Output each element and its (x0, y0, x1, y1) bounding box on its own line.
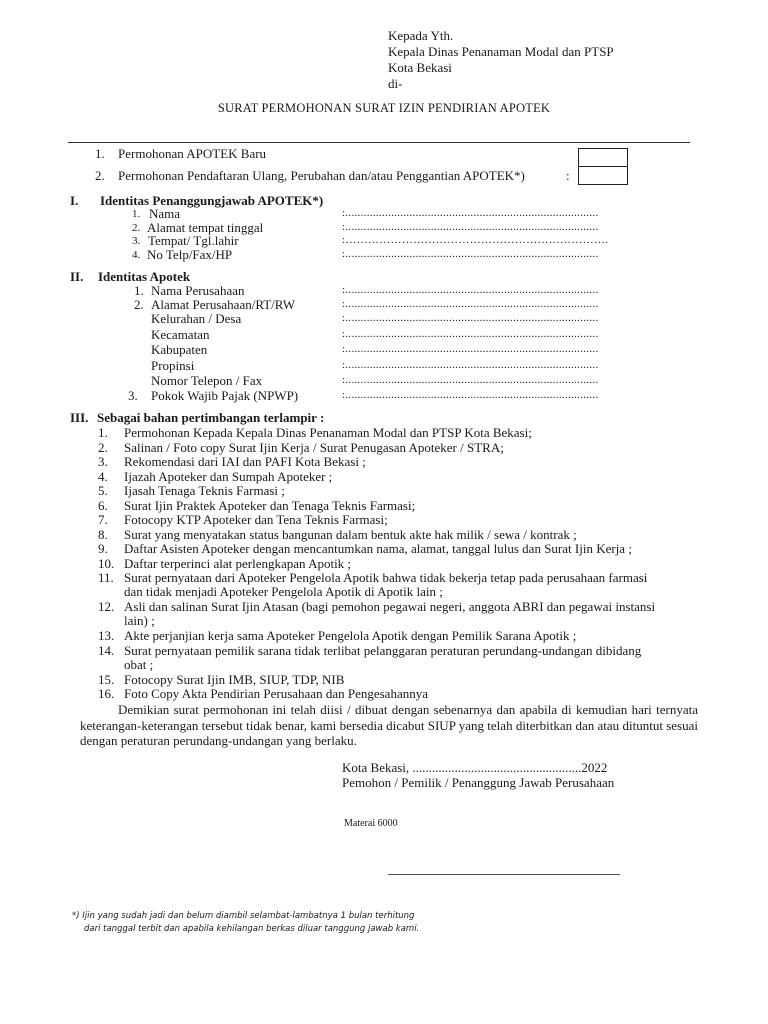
footnote: dari tanggal terbit dan apabila kehilangan berkas diluar tanggung jawab kami. (84, 924, 420, 934)
field-fill-line[interactable]: :……………………………………………………………. (342, 234, 609, 246)
list-item: Fotocopy Surat Ijin IMB, SIUP, TDP, NIB (124, 672, 345, 687)
field-label: Alamat tempat tinggal (147, 220, 264, 235)
list-item: Daftar Asisten Apoteker dengan mencantumkan nama, alamat, tanggal lulus dan Surat Ijin Kerja ; (124, 541, 632, 556)
list-item: Surat Ijin Praktek Apoteker dan Tenaga Teknis Farmasi; (124, 498, 416, 513)
closing-paragraph: Demikian surat permohonan ini telah diisi / dibuat dengan sebenarnya dan apabila di kemudian hari ternyata keterangan-keterangan tersebut tidak benar, kami bersedia dicabut SIUP yang telah diterbitkan dan atau dituntut sesuai dengan peraturan perundang-undangan yang berlaku. (80, 702, 698, 748)
field-fill-line[interactable]: :................................................................................... (342, 328, 599, 340)
recipient-line: Kepada Yth. (388, 28, 454, 43)
field-fill-line[interactable]: :................................................................................... (342, 374, 599, 386)
field-label: Kabupaten (151, 342, 208, 357)
option-label: Permohonan Pendaftaran Ulang, Perubahan dan/atau Penggantian APOTEK*) (118, 168, 525, 183)
field-number: 2. (132, 222, 141, 234)
list-item-number: 2. (98, 440, 108, 455)
field-number: 1. (134, 283, 144, 298)
list-item-number: 11. (98, 570, 114, 585)
field-number: 4. (132, 249, 141, 261)
list-item-number: 6. (98, 498, 108, 513)
field-fill-line[interactable]: :................................................................................... (342, 359, 599, 371)
list-item: Ijazah Apoteker dan Sumpah Apoteker ; (124, 469, 333, 484)
list-item-number: 7. (98, 512, 108, 527)
section-heading: Sebagai bahan pertimbangan terlampir : (97, 410, 325, 425)
list-item: Rekomendasi dari IAI dan PAFI Kota Bekasi ; (124, 454, 366, 469)
list-item-number: 16. (98, 686, 115, 701)
field-label: Propinsi (151, 358, 195, 373)
option-checkbox[interactable] (578, 166, 628, 185)
field-fill-line[interactable]: :................................................................................... (342, 389, 599, 401)
recipient-line: di- (388, 76, 403, 91)
list-item: Surat pernyataan pemilik sarana tidak terlibat pelanggaran peraturan perundang-undangan dibidang (124, 643, 642, 658)
materai-label: Materai 6000 (344, 818, 398, 829)
list-item: Fotocopy KTP Apoteker dan Tena Teknis Farmasi; (124, 512, 388, 527)
field-label: No Telp/Fax/HP (147, 247, 233, 262)
list-item: Akte perjanjian kerja sama Apoteker Pengelola Apotik dengan Pemilik Sarana Apotik ; (124, 628, 577, 643)
section-number: II. (70, 269, 84, 284)
place-date: Kota Bekasi, ....................................................2022 (342, 760, 608, 775)
section-heading: Identitas Penanggungjawab APOTEK*) (100, 193, 324, 208)
field-label: Alamat Perusahaan/RT/RW (151, 297, 295, 312)
list-item-number: 10. (98, 556, 115, 571)
field-label: Kecamatan (151, 327, 210, 342)
list-item-continuation: obat ; (124, 657, 154, 672)
title-divider (68, 142, 690, 143)
list-item-number: 13. (98, 628, 115, 643)
footnote: *) Ijin yang sudah jadi dan belum diambil selambat-lambatnya 1 bulan terhitung (72, 911, 415, 921)
field-label: Kelurahan / Desa (151, 311, 242, 326)
field-fill-line[interactable]: :................................................................................... (342, 312, 599, 324)
field-number: 1. (132, 208, 141, 220)
field-fill-line[interactable]: :................................................................................... (342, 284, 599, 296)
field-number: 2. (134, 297, 144, 312)
list-item-number: 5. (98, 483, 108, 498)
option-checkbox[interactable] (578, 148, 628, 167)
list-item-continuation: dan tidak menjadi Apoteker Pengelola Apotik di Apotik lain ; (124, 584, 443, 599)
list-item-number: 8. (98, 527, 108, 542)
field-label: Nama Perusahaan (151, 283, 245, 298)
list-item-number: 14. (98, 643, 115, 658)
field-label: Tempat/ Tgl.lahir (148, 233, 239, 248)
field-fill-line[interactable]: :................................................................................... (342, 248, 599, 260)
list-item: Salinan / Foto copy Surat Ijin Kerja / Surat Penugasan Apoteker / STRA; (124, 440, 504, 455)
list-item-number: 4. (98, 469, 108, 484)
list-item-number: 12. (98, 599, 115, 614)
option-number: 2. (95, 168, 105, 183)
signer-role: Pemohon / Pemilik / Penanggung Jawab Perusahaan (342, 775, 615, 790)
list-item-number: 15. (98, 672, 115, 687)
signature-line[interactable] (388, 874, 620, 875)
field-label: Nomor Telepon / Fax (151, 373, 263, 388)
field-fill-line[interactable]: :................................................................................... (342, 221, 599, 233)
option-colon: : (566, 168, 570, 183)
list-item: Daftar terperinci alat perlengkapan Apotik ; (124, 556, 352, 571)
field-fill-line[interactable]: :................................................................................... (342, 343, 599, 355)
list-item: Ijasah Tenaga Teknis Farmasi ; (124, 483, 285, 498)
list-item: Surat yang menyatakan status bangunan dalam bentuk akte hak milik / sewa / kontrak ; (124, 527, 577, 542)
section-number: III. (70, 410, 89, 425)
option-label: Permohonan APOTEK Baru (118, 146, 267, 161)
list-item: Foto Copy Akta Pendirian Perusahaan dan Pengesahannya (124, 686, 428, 701)
field-fill-line[interactable]: :................................................................................... (342, 207, 599, 219)
list-item: Surat pernyataan dari Apoteker Pengelola Apotik bahwa tidak bekerja tetap pada perusahaan farmasi (124, 570, 648, 585)
list-item-continuation: lain) ; (124, 613, 155, 628)
field-number: 3. (128, 388, 138, 403)
field-number: 3. (132, 235, 141, 247)
list-item-number: 1. (98, 425, 108, 440)
recipient-line: Kepala Dinas Penanaman Modal dan PTSP (388, 44, 614, 59)
document-title: SURAT PERMOHONAN SURAT IZIN PENDIRIAN APOTEK (217, 101, 551, 115)
field-fill-line[interactable]: :................................................................................... (342, 298, 599, 310)
recipient-line: Kota Bekasi (388, 60, 452, 75)
section-number: I. (70, 193, 79, 208)
list-item-number: 3. (98, 454, 108, 469)
list-item-number: 9. (98, 541, 108, 556)
option-number: 1. (95, 146, 105, 161)
list-item: Asli dan salinan Surat Ijin Atasan (bagi pemohon pegawai negeri, anggota ABRI dan pegawai instansi (124, 599, 656, 614)
list-item: Permohonan Kepada Kepala Dinas Penanaman Modal dan PTSP Kota Bekasi; (124, 425, 532, 440)
field-label: Nama (149, 206, 181, 221)
field-label: Pokok Wajib Pajak (NPWP) (151, 388, 299, 403)
section-heading: Identitas Apotek (98, 269, 191, 284)
